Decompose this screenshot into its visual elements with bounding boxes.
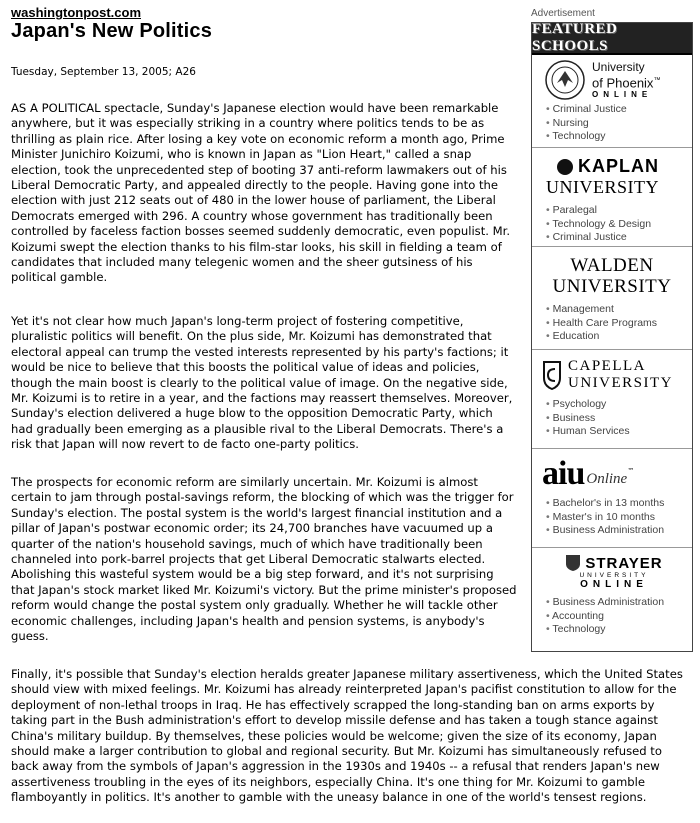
phoenix-online: ONLINE	[592, 89, 653, 99]
program-item[interactable]: • Psychology	[546, 398, 692, 412]
walden-name: WALDEN	[570, 255, 654, 276]
program-item[interactable]: • Human Services	[546, 425, 692, 439]
strayer-online: ONLINE	[580, 579, 648, 590]
article-paragraph-1: AS A POLITICAL spectacle, Sunday's Japanese election would have been remarkable anywhere, but it was especially striking in a country where politics tends to be as thrilling as plain rice. After losing a key vote on economic reform a month ago, Prime Minister Junichiro Koizumi, who is known in Japan as "Lion Heart," called a snap election, took the unprecedented step of booting 37 anti-reform lawmakers out of his Liberal Democratic Party, and appealed directly to the people. Having gone into the election with just 212 seats out of 480 in the lower house of parliament, the Liberal Democrats emerged with 296. A country whose government has traditionally been controlled by faceless faction bosses seemed suddenly democratic, even populist. Mr. Koizumi swept the election thanks to his film-star looks, his skill in fielding a team of candidates that included many telegenic women and the sheer gutsiness of his political gamble.	[11, 101, 511, 285]
capella-shield-icon	[542, 360, 562, 390]
capella-university: UNIVERSITY	[568, 375, 673, 391]
kaplan-name: KAPLAN	[578, 156, 659, 176]
program-item[interactable]: • Criminal Justice	[546, 231, 692, 245]
school-aiu[interactable]	[532, 449, 692, 548]
phoenix-name-1: University	[592, 60, 645, 75]
program-item[interactable]: • Paralegal	[546, 204, 692, 218]
aiu-online: Online	[586, 471, 628, 487]
program-item[interactable]: • Business Administration	[546, 524, 692, 538]
program-item[interactable]: • Health Care Programs	[546, 317, 692, 331]
program-item[interactable]: • Master's in 10 months	[546, 511, 692, 525]
program-item[interactable]: • Management	[546, 303, 692, 317]
strayer-name: STRAYER	[585, 554, 663, 572]
school-phoenix[interactable]	[532, 55, 692, 148]
article-paragraph-2: Yet it's not clear how much Japan's long-term project of fostering competitive, pluralistic politics will benefit. On the plus side, Mr. Koizumi has demonstrated that electoral appeal can trump the vested interests represented by his party's factions; it would be nice to believe that this boosts the political value of ideas and policies, though the main boost is clearly to the political value of image. On the negative side, Mr. Koizumi is to retire in a year, and the factions may reassert themselves. Moreover, Sunday's election delivered a huge blow to the opposition Democratic Party, which had gradually been emerging as a plausible rival to the Liberal Democrats. There's a risk that Japan will now revert to de facto one-party politics.	[11, 314, 513, 452]
program-item[interactable]: • Business Administration	[546, 596, 692, 610]
ad-header: FEATURED SCHOOLS	[532, 23, 692, 55]
program-item[interactable]: • Business	[546, 412, 692, 426]
aiu-tm: ™	[627, 467, 635, 475]
capella-name: CAPELLA	[568, 358, 646, 374]
advertisement-label: Advertisement	[531, 8, 595, 19]
school-kaplan[interactable]	[532, 148, 692, 247]
article-dateline: Tuesday, September 13, 2005; A26	[11, 66, 196, 78]
program-item[interactable]: • Technology & Design	[546, 218, 692, 232]
featured-schools-ad[interactable]	[531, 22, 693, 652]
phoenix-name-2: of Phoenix	[592, 75, 654, 91]
strayer-university: UNIVERSITY	[579, 572, 649, 579]
kaplan-university: UNIVERSITY	[546, 177, 659, 197]
school-walden[interactable]	[532, 247, 692, 350]
program-item[interactable]: • Technology	[546, 130, 692, 144]
program-item[interactable]: • Bachelor's in 13 months	[546, 497, 692, 511]
article-paragraph-3: The prospects for economic reform are similarly uncertain. Mr. Koizumi is almost certain to jam through postal-savings reform, the blocking of which was the trigger for Sunday's election. The postal system is the world's largest financial institution and a pillar of Japan's postwar economic order; its 24,700 branches have vacuumed up a quarter of the nation's household savings, much of which have traditionally been channeled into pork-barrel projects that get Liberal Democratic stalwarts elected. Abolishing this wasteful system would be a big step forward, and it's not surprising that Japan's stock market liked Mr. Koizumi's victory. But the prime minister's proposed reform would change the postal system only gradually. Whether he will tackle other economic challenges, including Japan's health and pension systems, is anybody's guess.	[11, 475, 517, 644]
kaplan-circle-icon	[556, 158, 574, 176]
program-item[interactable]: • Nursing	[546, 117, 692, 131]
school-strayer[interactable]	[532, 548, 692, 658]
phoenix-seal-icon	[544, 59, 586, 101]
article-headline: Japan's New Politics	[11, 20, 213, 42]
program-item[interactable]: • Education	[546, 330, 692, 344]
program-item[interactable]: • Criminal Justice	[546, 103, 692, 117]
school-capella[interactable]	[532, 350, 692, 449]
site-link[interactable]: washingtonpost.com	[11, 5, 141, 20]
program-item[interactable]: • Technology	[546, 623, 692, 637]
program-item[interactable]: • Accounting	[546, 610, 692, 624]
walden-university: UNIVERSITY	[552, 276, 672, 297]
aiu-logo: aiu	[542, 455, 585, 492]
strayer-crest-icon	[565, 554, 581, 572]
phoenix-tm: ™	[653, 77, 661, 85]
article-paragraph-4: Finally, it's possible that Sunday's election heralds greater Japanese military assertiveness, which the United States should view with mixed feelings. Mr. Koizumi has already reinterpreted Japan's pacifist constitution to allow for the deployment of non-lethal troops in Iraq. He has effectively scrapped the long-standing ban on arms exports by taking part in the Bush administration's effort to develop missile defense and has taken a tough stance against China's military buildup. By themselves, these policies would be welcome; given the size of its economy, Japan should make a larger contribution to global and regional security. But Mr. Koizumi has simultaneously refused to back away from the symbols of Japan's aggression in the 1930s and 1940s -- a refusal that renders Japan's new assertiveness troubling in the eyes of its neighbors, especially China. It's one thing for Mr. Koizumi to gamble flamboyantly in politics. It's another to gamble with the uneasy balance in one of the world's tensest regions.	[11, 667, 683, 805]
